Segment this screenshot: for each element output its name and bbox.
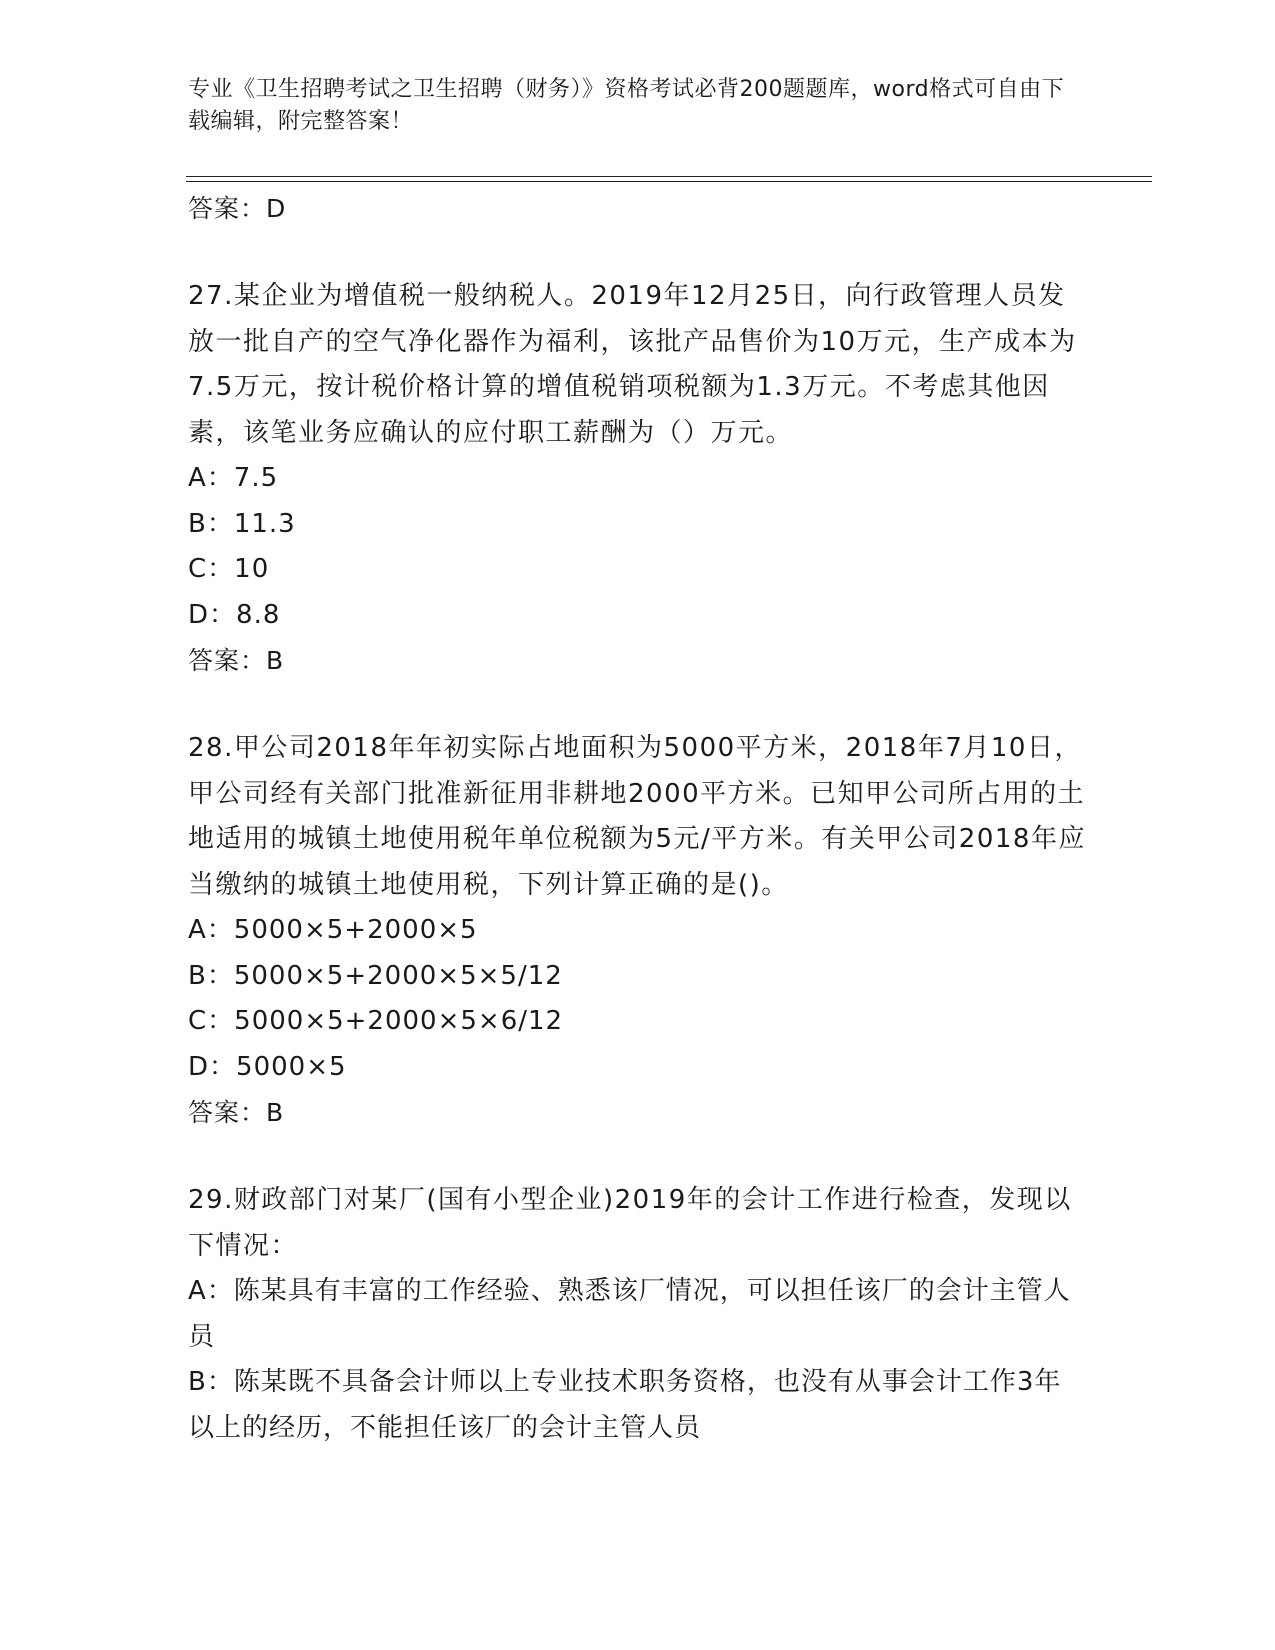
spacer — [188, 1136, 1088, 1178]
question-29-text: 29.财政部门对某厂(国有小型企业)2019年的会计工作进行检查，发现以下情况： — [188, 1185, 1072, 1261]
question-27-option-d: D：8.8 — [188, 599, 281, 630]
question-block-27 — [188, 274, 1088, 684]
question-29-option-a: A：陈某具有丰富的工作经验、熟悉该厂情况，可以担任该厂的会计主管人员 — [188, 1276, 1071, 1352]
page-header: 专业《卫生招聘考试之卫生招聘（财务）》资格考试必背200题题库，word格式可自由下载编辑，附完整答案！ — [188, 77, 1065, 134]
answer-27: 答案：B — [188, 646, 285, 675]
question-28-option-d: D：5000×5 — [188, 1051, 347, 1082]
question-27-option-a: A：7.5 — [188, 463, 279, 493]
question-27-option-c: C：10 — [188, 554, 270, 584]
question-27-text: 27.某企业为增值税一般纳税人。2019年12月25日，向行政管理人员发放一批自产的空气净化器作为福利，该批产品售价为10万元，生产成本为7.5万元，按计税价格计算的增值税销项税额为1.3万元。不考虑其他因素，该笔业务应确认的应付职工薪酬为（）万元。 — [188, 281, 1077, 448]
header-divider — [186, 176, 1152, 177]
question-block-29 — [188, 1178, 1088, 1451]
question-block-28 — [188, 726, 1088, 1136]
spacer — [188, 232, 1088, 274]
spacer — [188, 684, 1088, 726]
question-28-text: 28.甲公司2018年年初实际占地面积为5000平方米，2018年7月10日，甲公司经有关部门批准新征用非耕地2000平方米。已知甲公司所占用的土地适用的城镇土地使用税年单位税额为5元/平方米。有关甲公司2018年应当缴纳的城镇土地使用税，下列计算正确的是()。 — [188, 733, 1086, 900]
question-28-option-c: C：5000×5+2000×5×6/12 — [188, 1006, 564, 1036]
header-divider-second — [186, 181, 1152, 182]
question-28-option-a: A：5000×5+2000×5 — [188, 915, 478, 945]
answer-26: 答案：D — [188, 194, 287, 223]
question-29-option-b: B：陈某既不具备会计师以上专业技术职务资格，也没有从事会计工作3年以上的经历，不能担任该厂的会计主管人员 — [188, 1367, 1062, 1443]
question-27-option-b: B：11.3 — [188, 508, 296, 539]
answer-28: 答案：B — [188, 1098, 285, 1127]
document-body — [188, 186, 1088, 1451]
question-28-option-b: B：5000×5+2000×5×5/12 — [188, 960, 563, 991]
